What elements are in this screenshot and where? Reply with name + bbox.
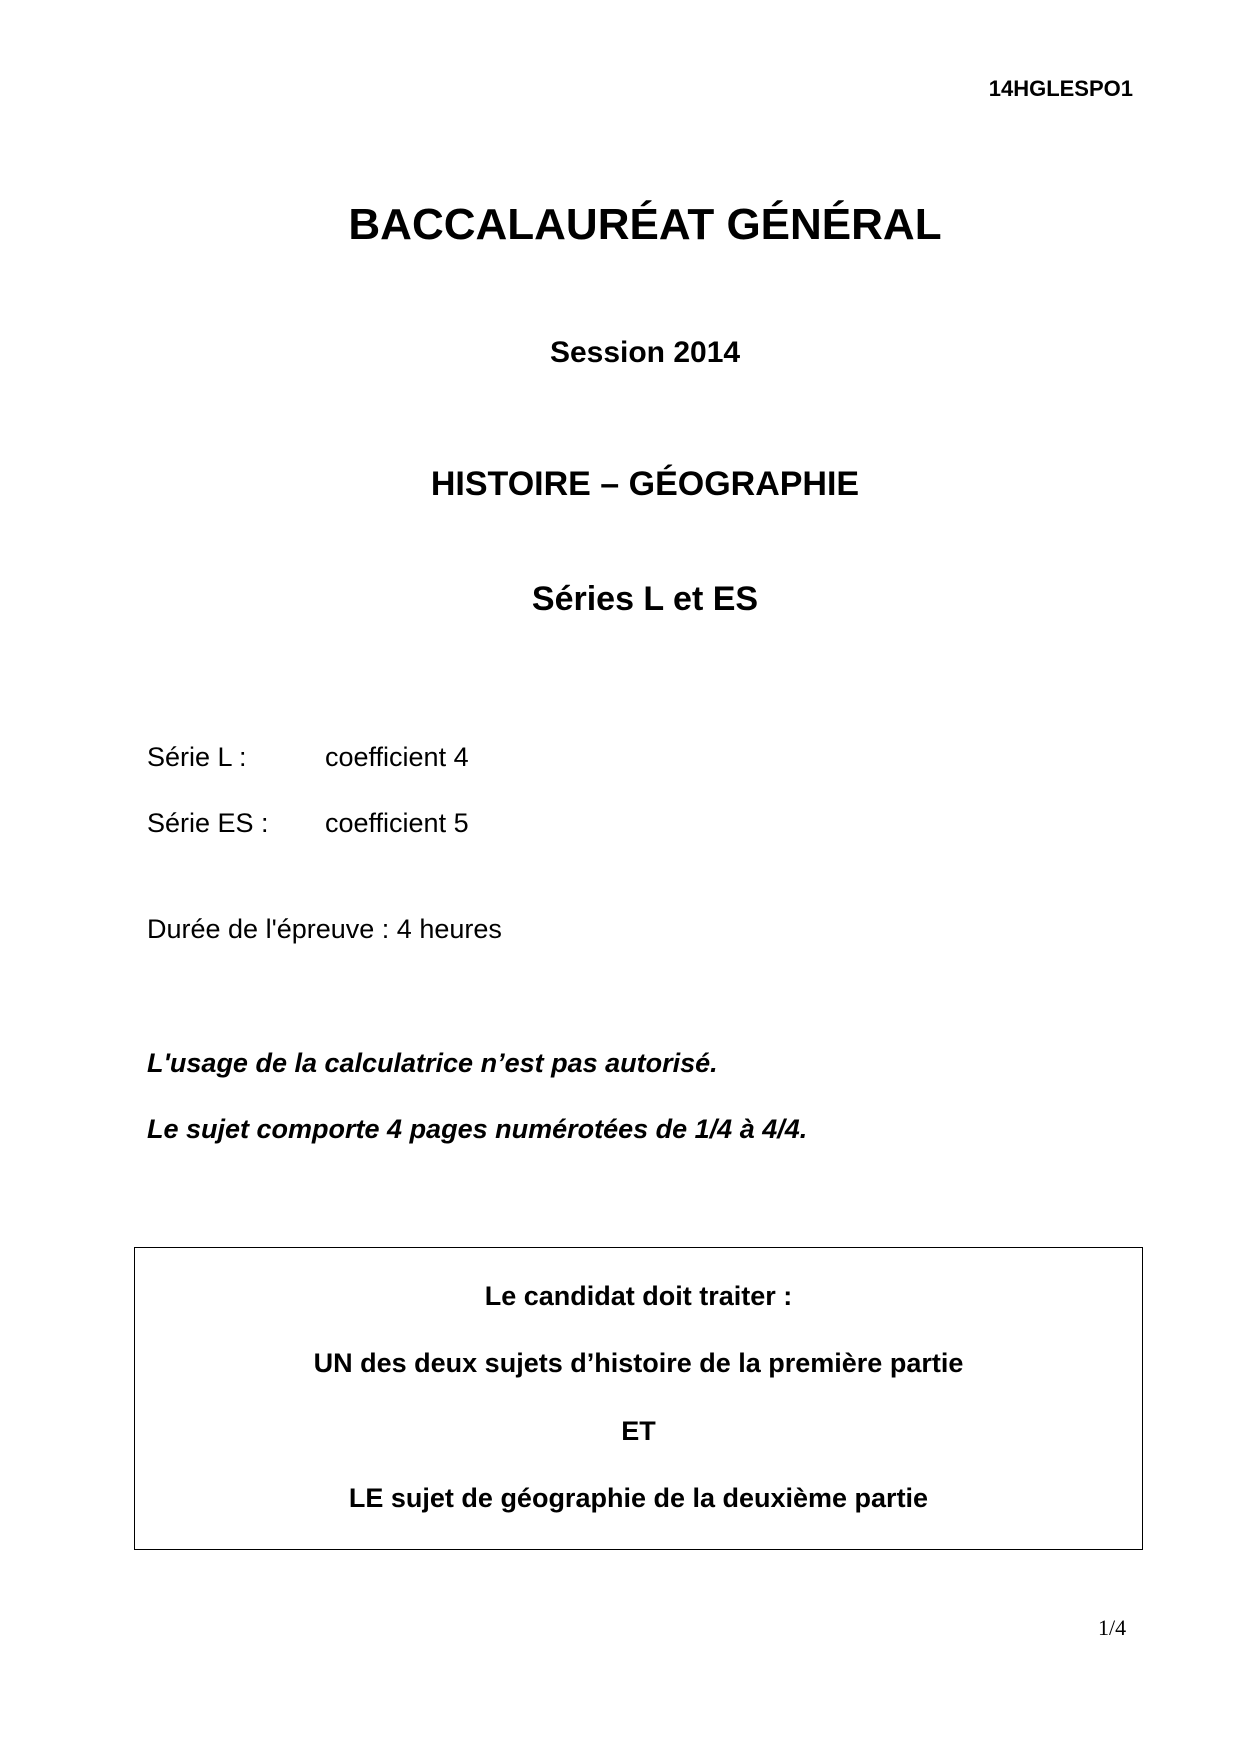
coefficient-value: coefficient 4 (325, 742, 469, 772)
exam-title: BACCALAURÉAT GÉNÉRAL (348, 200, 942, 249)
session-year: Session 2014 (549, 336, 741, 369)
exam-duration: Durée de l'épreuve : 4 heures (147, 914, 502, 944)
calculator-notice: L'usage de la calculatrice n’est pas autorisé. (147, 1048, 718, 1078)
subject-title: HISTOIRE – GÉOGRAPHIE (430, 465, 860, 503)
document-code: 14HGLESPO1 (988, 76, 1133, 101)
page-count-notice: Le sujet comporte 4 pages numérotées de 1/4 à 4/4. (147, 1114, 808, 1144)
instructions-line: LE sujet de géographie de la deuxième partie (348, 1483, 929, 1513)
coefficient-label: Série ES : (147, 808, 269, 838)
instructions-line: Le candidat doit traiter : (484, 1281, 793, 1311)
instructions-line: ET (621, 1416, 656, 1446)
series-title: Séries L et ES (531, 580, 759, 618)
instructions-line: UN des deux sujets d’histoire de la première partie (313, 1348, 964, 1378)
coefficient-label: Série L : (147, 742, 247, 772)
coefficient-row-es (147, 808, 469, 839)
coefficient-row-l (147, 742, 469, 773)
page-number: 1/4 (1098, 1615, 1127, 1640)
instructions-box (134, 1247, 1143, 1550)
coefficient-value: coefficient 5 (325, 808, 469, 838)
